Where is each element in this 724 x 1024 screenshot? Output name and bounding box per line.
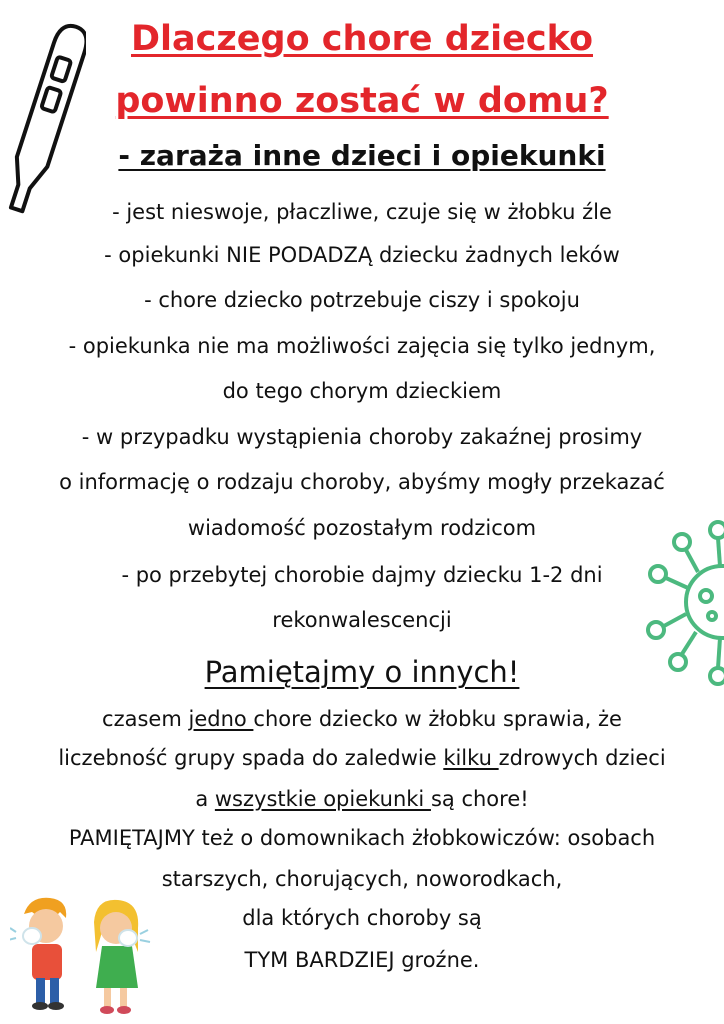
reason-line: wiadomość pozostałym rodzicom [187, 516, 537, 540]
underlined-word: kilku [443, 746, 499, 770]
title-line-2: powinno zostać w domu? [115, 81, 609, 121]
reminder-line-3 [0, 784, 724, 814]
sneezing-children-illustration [10, 892, 162, 1018]
reason-line: - opiekunki NIE PODADZĄ dziecku żadnych leków [104, 243, 620, 267]
reason-line: o informację o rodzaju choroby, abyśmy mogły przekazać [59, 470, 665, 494]
reason-line: - w przypadku wystąpienia choroby zakaźnej prosimy [81, 425, 643, 449]
text-segment: chore dziecko w żłobku sprawia, że [253, 707, 622, 731]
subtitle: - zaraża inne dzieci i opiekunki [118, 139, 606, 172]
reminder-line-5: starszych, chorujących, noworodkach, [161, 867, 563, 891]
reminder-line-4: PAMIĘTAJMY też o domownikach żłobkowiczów: osobach [68, 826, 656, 850]
reason-line: - opiekunka nie ma możliwości zajęcia się tylko jednym, [68, 334, 656, 358]
underlined-word: wszystkie opiekunki [214, 787, 431, 811]
reminder-line-6: dla których choroby są [242, 906, 482, 930]
boy-figure [10, 898, 66, 1010]
reason-line: - chore dziecko potrzebuje ciszy i spokoju [144, 288, 580, 312]
text-segment: są chore! [430, 787, 529, 811]
text-segment: a [195, 787, 215, 811]
reminder-line-2 [0, 743, 724, 773]
reason-line: rekonwalescencji [272, 608, 452, 632]
reason-line: - jest nieswoje, płaczliwe, czuje się w żłobku źle [112, 200, 612, 224]
reason-line: do tego chorym dzieckiem [222, 379, 502, 403]
text-segment: zdrowych dzieci [498, 746, 666, 770]
text-segment: liczebność grupy spada do zaledwie [58, 746, 444, 770]
reminder-line-1 [0, 704, 724, 734]
title-line-1: Dlaczego chore dziecko [131, 19, 593, 59]
underlined-word: jedno [188, 707, 254, 731]
girl-figure [94, 900, 150, 1014]
reason-line: - po przebytej chorobie dajmy dziecku 1-2 dni [121, 563, 603, 587]
reminder-line-7: TYM BARDZIEJ groźne. [244, 948, 480, 972]
text-segment: czasem [102, 707, 189, 731]
reminder-heading: Pamiętajmy o innych! [204, 655, 520, 689]
